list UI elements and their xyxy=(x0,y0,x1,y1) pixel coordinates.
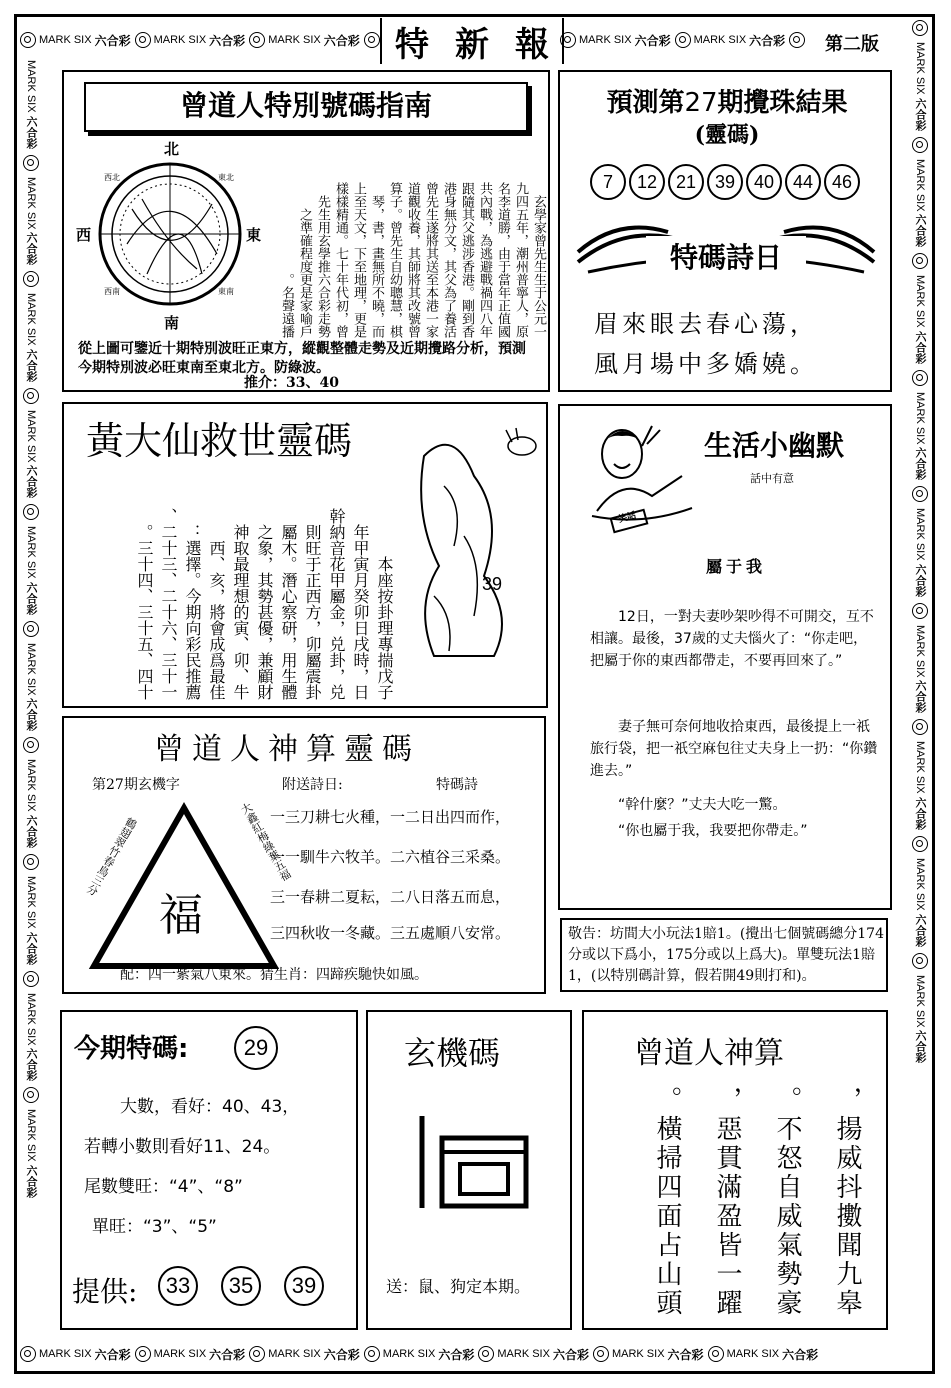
result-panel xyxy=(558,70,892,392)
issue-number: 27 xyxy=(684,88,718,118)
provide-numbers xyxy=(158,1266,327,1306)
wong-column: 本座按卦理專揣戊子 xyxy=(375,556,394,700)
poem-line: 風月場中多嬌嬈。 xyxy=(594,350,818,378)
wong-column: 三十四、三十五、四十。 xyxy=(135,524,154,700)
guide-column: 琴，書，畫無所不曉，而 xyxy=(369,195,384,338)
guide-column: 共內戰，為逃避戰禍四八年 xyxy=(477,182,492,338)
compass-sw-label: 西南 xyxy=(104,287,120,296)
wong-column: 之象，其勢甚優，兼顧財 xyxy=(255,524,274,700)
poem-line: 眉來眼去春心蕩， xyxy=(594,310,818,338)
compass-north-label: 北 xyxy=(164,140,180,158)
shensuan-title: 曾道人神算靈碼 xyxy=(154,732,420,767)
verse-column: 揚威抖擻聞九皋， xyxy=(832,1086,862,1318)
flower-icon xyxy=(912,953,928,969)
wong-title: 黃大仙救世靈碼 xyxy=(86,419,353,463)
flower-icon xyxy=(912,486,928,502)
poem-title: 特碼詩日 xyxy=(646,236,806,276)
flower-icon xyxy=(364,32,380,48)
flower-icon xyxy=(708,1346,724,1362)
result-number: 39 xyxy=(707,164,743,200)
verse-title: 曾道人神算 xyxy=(634,1036,784,1071)
guide-column: 港身無分文，其父為了養活 xyxy=(441,182,456,338)
story-title: 屬于我 xyxy=(706,557,767,576)
wong-column: 選擇。今期向彩民推薦： xyxy=(183,524,202,700)
flower-icon xyxy=(20,32,36,48)
wong-column: 則旺于正西方，卯屬震卦 xyxy=(303,524,322,700)
flower-icon xyxy=(135,32,151,48)
notice-text: 敬告：坊間大小玩法1賠1。(攪出七個號碼總分174分或以下爲小，175分或以上爲大)。單雙玩法1賠1，(以特別碼計算，假若開49則打和)。 xyxy=(568,926,884,984)
story-paragraph: “你也屬于我，我要把你帶走。” xyxy=(618,823,808,839)
compass-south-label: 南 xyxy=(164,314,180,332)
triangle-left-text: 鶴翅翠竹春鳥三分 xyxy=(83,815,139,898)
flower-icon xyxy=(912,137,928,153)
flower-icon xyxy=(23,155,39,171)
wong-column: 二十三、二十六、三十一、 xyxy=(159,508,178,700)
wong-panel xyxy=(62,402,548,708)
flower-icon xyxy=(23,388,39,404)
shensuan-poem-line: 三一春耕二夏耘，二八日落五而息， xyxy=(270,888,511,906)
flower-icon xyxy=(478,1346,494,1362)
shensuan-poem-line: 一一馴牛六牧羊。二六植谷三采桑。 xyxy=(270,848,511,866)
guide-recommend: 推介：33、40 xyxy=(244,375,339,391)
masthead xyxy=(380,18,564,64)
shensuan-poem-line: 三四秋收一冬藏。三五處順八安常。 xyxy=(270,924,511,942)
immortal-figure-illustration xyxy=(394,416,544,666)
issue-label: 第27期玄機字 xyxy=(92,777,180,793)
this-period-title: 今期特碼: xyxy=(74,1034,189,1064)
guide-panel xyxy=(62,70,550,392)
guide-column: 九四五年，潮州普寧人，原 xyxy=(513,182,528,338)
flower-icon xyxy=(912,20,928,36)
compass-ne-label: 東北 xyxy=(218,173,234,182)
special-poem-label: 特碼詩 xyxy=(436,777,478,793)
provide-label: 提供: xyxy=(72,1275,138,1308)
provide-number: 33 xyxy=(158,1266,198,1306)
story-paragraph: “幹什麼？”丈夫大吃一驚。 xyxy=(618,797,787,813)
flower-icon xyxy=(364,1346,380,1362)
flower-icon xyxy=(23,504,39,520)
guide-column: 玄學家曾先生生于公元一 xyxy=(531,195,546,338)
flower-icon xyxy=(912,719,928,735)
wong-column: 西、亥，將會成爲最佳 xyxy=(207,540,226,700)
poem-label: 附送詩日: xyxy=(282,777,343,793)
guide-column: 上至天文，下至地理，更是 xyxy=(351,182,366,338)
guide-summary: 從上圖可鑒近十期特別波旺正東方，縱觀整體走勢及近期攪路分析，預測今期特別波必旺東南至東北方。防綠波。 xyxy=(78,341,526,376)
left-brand-strip: MARK SIX 六合彩 MARK SIX 六合彩 MARK SIX 六合彩 MARK SIX 六合彩 MARK SIX 六合彩 MARK SIX 六合彩 MARK SIX 六合彩 MARK SIX 六合彩 MARK SIX 六合彩 MARK SIX 六合彩 xyxy=(25,60,37,1198)
provide-number: 35 xyxy=(221,1266,261,1306)
provide-number: 39 xyxy=(284,1266,324,1306)
result-number: 21 xyxy=(668,164,704,200)
compass-se-label: 東南 xyxy=(218,287,234,296)
flower-icon xyxy=(23,1087,39,1103)
this-period-panel xyxy=(60,1010,358,1330)
flower-icon xyxy=(912,603,928,619)
masthead-char: 特 xyxy=(395,24,429,65)
result-number: 44 xyxy=(785,164,821,200)
top-brand-strip-left: MARK SIX 六合彩 MARK SIX 六合彩 MARK SIX 六合彩 xyxy=(20,22,380,58)
compass-west-label: 西 xyxy=(76,226,92,244)
advice-line: 單旺：“3”、“5” xyxy=(92,1217,217,1237)
special-number: 29 xyxy=(234,1026,278,1070)
story-paragraph: 12日，一對夫妻吵架吵得不可開交，互不相讓。最後，37歲的丈夫惱火了：“你走吧，把屬于你的東西都帶走，不要再回來了。” xyxy=(590,609,874,669)
verse-panel xyxy=(582,1010,888,1330)
result-number: 46 xyxy=(824,164,860,200)
guide-title: 曾道人特別號碼指南 xyxy=(84,82,528,132)
guide-column: 名聲遠播。 xyxy=(279,273,294,338)
humor-panel xyxy=(558,404,892,910)
flower-icon xyxy=(593,1346,609,1362)
flower-icon xyxy=(912,253,928,269)
verse-columns xyxy=(614,1078,864,1318)
wong-column: 神取最理想的寅、卯、牛 xyxy=(231,524,250,700)
shensuan-panel xyxy=(62,716,546,994)
notice-panel xyxy=(560,918,888,992)
result-subtitle: (靈碼) xyxy=(694,122,760,148)
humor-title: 生活小幽默 xyxy=(704,429,845,462)
humor-subtitle: 話中有意 xyxy=(750,472,794,485)
xuanji-panel xyxy=(366,1010,572,1330)
flower-icon xyxy=(249,1346,265,1362)
right-brand-strip: MARK SIX 六合彩 MARK SIX 六合彩 MARK SIX 六合彩 MARK SIX 六合彩 MARK SIX 六合彩 MARK SIX 六合彩 MARK SIX 六合彩 MARK SIX 六合彩 MARK SIX 六合彩 xyxy=(906,20,934,1330)
wong-column: 年甲寅月癸卯日戌時，日 xyxy=(351,524,370,700)
guide-column: 跟隨其父逃涉香港。剛到香 xyxy=(459,182,474,338)
bottom-brand-strip: MARK SIX 六合彩 MARK SIX 六合彩 MARK SIX 六合彩 MARK SIX 六合彩 MARK SIX 六合彩 MARK SIX 六合彩 MARK SIX 六合彩 xyxy=(20,1338,930,1370)
guide-column: 先生用玄學推六合彩走勢 xyxy=(315,195,330,338)
cartoon-man-illustration xyxy=(582,416,702,536)
result-title: 預測第27期攪珠結果 xyxy=(606,88,848,118)
guide-column: 曾先生遂將其送至本港一家 xyxy=(423,182,438,338)
flower-icon xyxy=(23,271,39,287)
guide-column: 算子。曾先生自幼聰慧，棋 xyxy=(387,182,402,338)
verse-column: 不怒自威氣勢豪。 xyxy=(772,1086,802,1318)
flower-icon xyxy=(23,971,39,987)
result-number: 12 xyxy=(629,164,665,200)
wong-columns xyxy=(104,470,394,700)
flower-icon xyxy=(20,1346,36,1362)
fortune-char: 福 xyxy=(159,890,203,941)
advice-line: 大數，看好：40、43， xyxy=(120,1097,300,1117)
triangle-right-text: 大鑫紅梅綠葉五福 xyxy=(237,800,293,884)
xuanji-title: 玄機碼 xyxy=(404,1034,501,1072)
flower-icon xyxy=(249,32,265,48)
shensuan-note: 配：四一紫氣八東來。猜生肖：四蹄疾馳快如風。 xyxy=(120,967,428,983)
guide-column: 之準確程度更是家喻戶 xyxy=(297,208,312,338)
compass-nw-label: 西北 xyxy=(104,173,120,182)
flower-icon xyxy=(789,32,805,48)
top-brand-strip-right: MARK SIX 六合彩 MARK SIX 六合彩 xyxy=(560,22,820,58)
edition-label: 第二版 xyxy=(825,34,879,55)
wong-column: 屬木。潛心察研，用生體 xyxy=(279,524,298,700)
xuanji-note: 送：鼠、狗定本期。 xyxy=(386,1277,531,1296)
verse-column: 惡貫滿盈皆一躍， xyxy=(712,1086,742,1318)
masthead-char: 新 xyxy=(455,24,489,65)
story-paragraph: 妻子無可奈何地收拾東西，最後提上一祇旅行袋，把一祇空麻包往丈夫身上一扔：“你鑽進去。” xyxy=(590,719,878,779)
flower-icon xyxy=(23,737,39,753)
result-numbers xyxy=(590,164,890,200)
flower-icon xyxy=(23,854,39,870)
flower-icon xyxy=(912,836,928,852)
advice-line: 若轉小數則看好11、24。 xyxy=(84,1137,281,1157)
guide-column: 名李道勝，由于當年正值國 xyxy=(495,182,510,338)
verse-column: 橫掃四面占山頭。 xyxy=(652,1086,682,1318)
shensuan-poem-line: 一三刀耕七火種，一二日出四而作， xyxy=(270,808,511,826)
joke-sign: 笑話 xyxy=(617,510,638,526)
advice-line: 尾數雙旺：“4”、“8” xyxy=(84,1177,243,1197)
wong-column: 幹納音花甲屬金，兑卦，兑 xyxy=(327,508,346,700)
guide-columns xyxy=(272,138,546,338)
result-number: 7 xyxy=(590,164,626,200)
flower-icon xyxy=(23,621,39,637)
guide-column: 道觀收養，其師將其改號曾 xyxy=(405,182,420,338)
flower-icon xyxy=(912,370,928,386)
guide-column: 樣樣精通。七十年代初，曾 xyxy=(333,182,348,338)
figure-number: 39 xyxy=(482,574,503,594)
masthead-char: 報 xyxy=(515,24,549,65)
result-number: 40 xyxy=(746,164,782,200)
compass-diagram xyxy=(72,134,268,334)
mystery-glyph xyxy=(408,1112,538,1212)
flower-icon xyxy=(135,1346,151,1362)
flower-icon xyxy=(675,32,691,48)
compass-east-label: 東 xyxy=(246,226,262,244)
